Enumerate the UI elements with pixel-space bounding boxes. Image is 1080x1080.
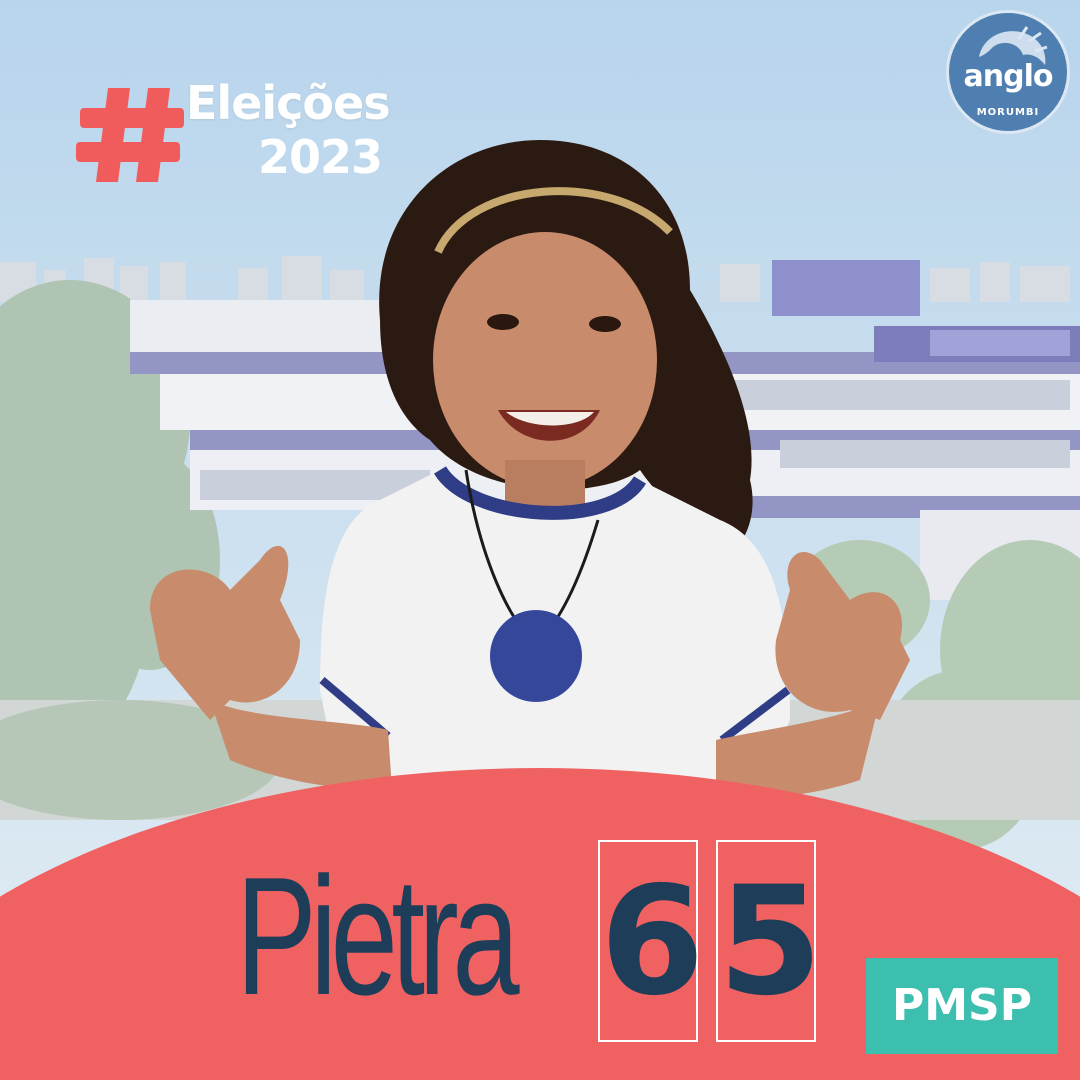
candidate-number-digit-1: 6: [598, 840, 698, 1042]
anglo-morumbi-logo: [946, 10, 1070, 134]
logo-subtitle: MORUMBI: [976, 107, 1040, 118]
hashtag-title: Eleições: [186, 76, 390, 130]
candidate-name: Pietra: [236, 842, 514, 1030]
logo-wordmark: anglo: [963, 59, 1053, 94]
candidate-number-digit-2: 5: [716, 840, 816, 1042]
hashtag-year: 2023: [257, 130, 382, 184]
hashtag-icon: [76, 78, 190, 192]
party-badge: PMSP: [866, 958, 1058, 1054]
